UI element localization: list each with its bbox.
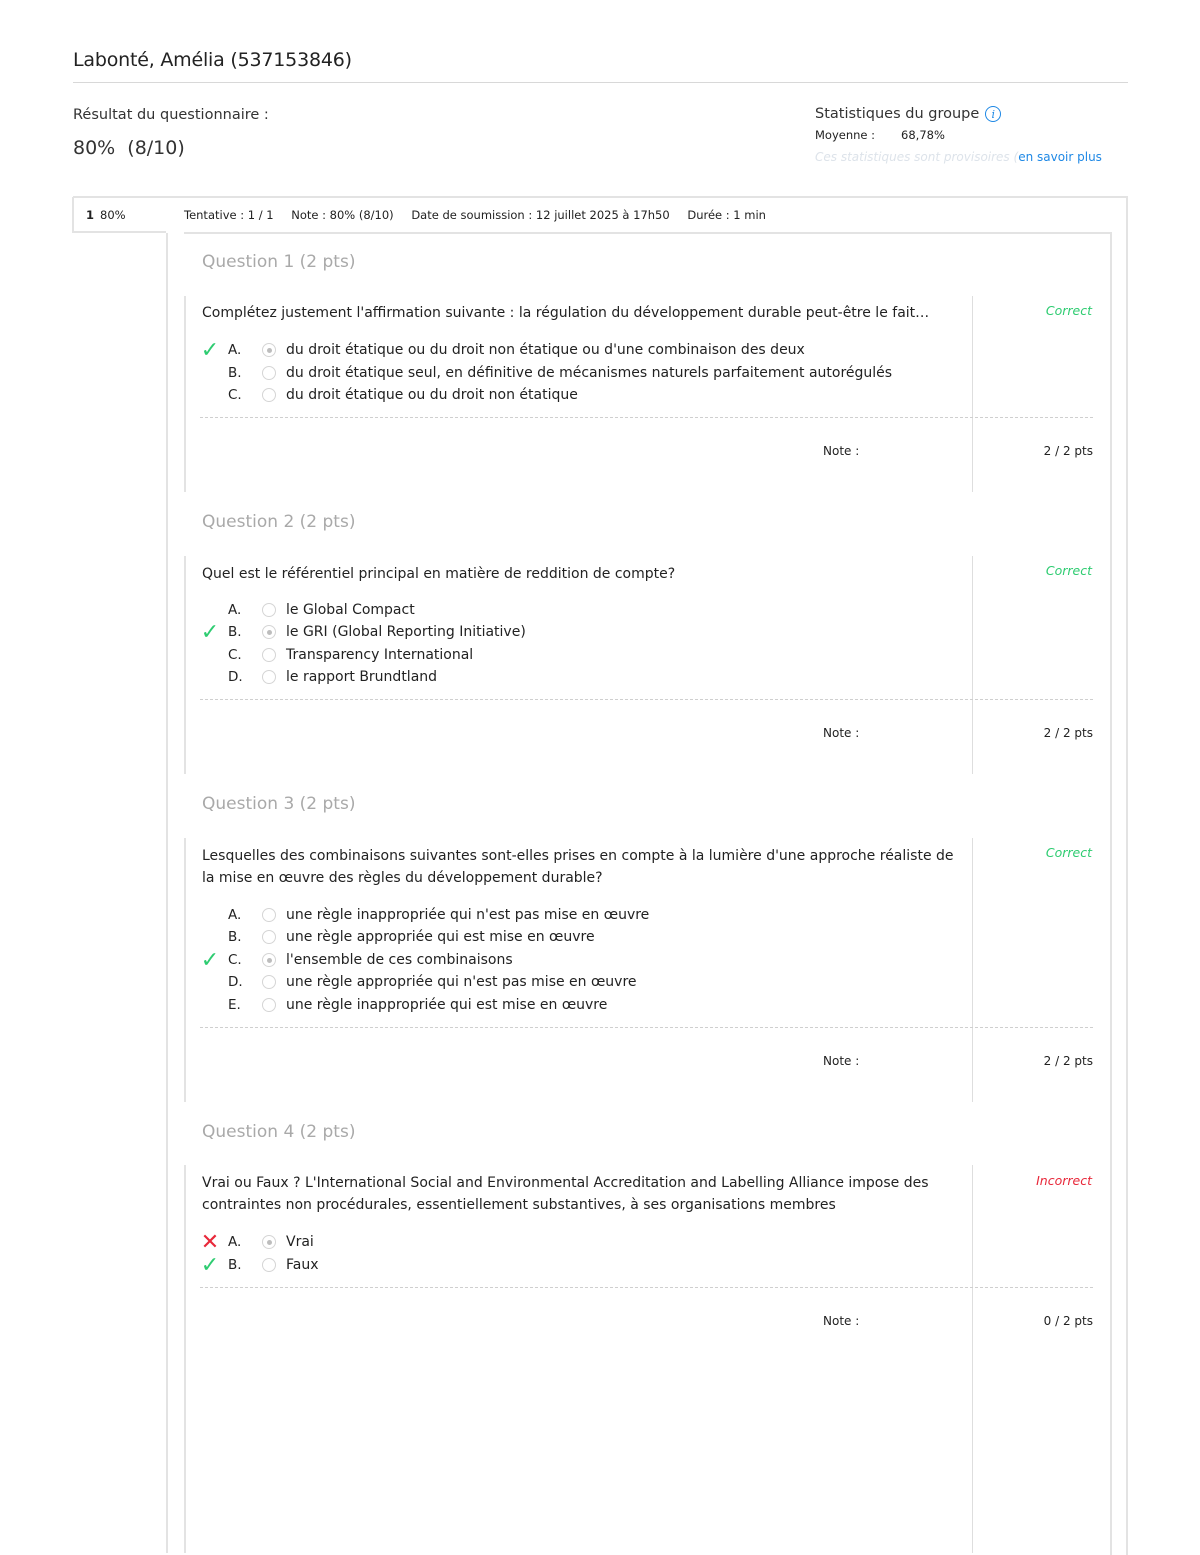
attempt-duration: Durée : 1 min bbox=[687, 208, 766, 222]
learn-more-link[interactable]: en savoir plus bbox=[1018, 150, 1102, 164]
option-text: du droit étatique ou du droit non étatique bbox=[286, 387, 578, 403]
result-label: Résultat du questionnaire : bbox=[73, 107, 269, 123]
option-radio[interactable] bbox=[262, 975, 276, 989]
header-divider bbox=[73, 82, 1128, 83]
result-percent: 80% bbox=[73, 137, 116, 159]
question-separator bbox=[200, 699, 1093, 700]
option-d[interactable] bbox=[198, 971, 637, 993]
note-value: 0 / 2 pts bbox=[1043, 1314, 1093, 1328]
option-text: Vrai bbox=[286, 1234, 314, 1250]
option-a[interactable] bbox=[198, 339, 805, 361]
option-radio[interactable] bbox=[262, 388, 276, 402]
option-text: le GRI (Global Reporting Initiative) bbox=[286, 624, 526, 640]
mean-label: Moyenne : bbox=[815, 128, 876, 142]
note-label: Note : bbox=[823, 726, 860, 740]
attempt-score: 80% bbox=[100, 208, 126, 222]
question-border bbox=[184, 1165, 186, 1553]
question-title: Question 3 (2 pts) bbox=[202, 794, 356, 814]
option-d[interactable] bbox=[198, 666, 437, 688]
status-badge: Correct bbox=[1045, 845, 1092, 860]
question-text: Vrai ou Faux ? L'International Social and Environmental Accreditation and Labelling Alliance impose des contraintes non procédurales, essentiellement substantives, à ses organisations membres bbox=[202, 1175, 929, 1213]
question-text: Quel est le référentiel principal en matière de reddition de compte? bbox=[202, 566, 676, 582]
question-border bbox=[184, 556, 186, 774]
option-letter: B. bbox=[228, 624, 242, 640]
question-title: Question 1 (2 pts) bbox=[202, 252, 356, 272]
attempt-date: Date de soumission : 12 juillet 2025 à 17h50 bbox=[411, 208, 670, 222]
question-text: Complétez justement l'affirmation suivante : la régulation du développement durable peut-être le fait… bbox=[202, 305, 930, 321]
cross-icon: ✕ bbox=[200, 1229, 220, 1255]
option-letter: A. bbox=[228, 602, 242, 618]
mark-placeholder bbox=[198, 362, 222, 384]
question-separator bbox=[200, 1027, 1093, 1028]
mark-placeholder bbox=[198, 599, 222, 621]
option-letter: B. bbox=[228, 929, 242, 945]
note-value: 2 / 2 pts bbox=[1043, 726, 1093, 740]
option-radio[interactable] bbox=[262, 625, 276, 639]
option-text: une règle inappropriée qui est mise en œuvre bbox=[286, 997, 608, 1013]
option-radio[interactable] bbox=[262, 1235, 276, 1249]
note-value: 2 / 2 pts bbox=[1043, 1054, 1093, 1068]
group-stats-title bbox=[815, 106, 1001, 122]
attempt-note: Note : 80% (8/10) bbox=[291, 208, 394, 222]
option-radio[interactable] bbox=[262, 908, 276, 922]
mark-placeholder bbox=[198, 384, 222, 406]
option-radio[interactable] bbox=[262, 603, 276, 617]
option-letter: E. bbox=[228, 997, 241, 1013]
status-badge: Correct bbox=[1045, 303, 1092, 318]
option-letter: A. bbox=[228, 907, 242, 923]
note-value: 2 / 2 pts bbox=[1043, 444, 1093, 458]
checkmark-icon: ✓ bbox=[200, 619, 220, 645]
mark-placeholder bbox=[198, 644, 222, 666]
status-badge: Incorrect bbox=[1036, 1173, 1092, 1188]
mark-placeholder bbox=[198, 926, 222, 948]
info-icon[interactable]: i bbox=[985, 106, 1001, 122]
option-text: une règle appropriée qui est mise en œuvre bbox=[286, 929, 595, 945]
attempt-tab-label[interactable] bbox=[86, 208, 126, 222]
checkmark-icon: ✓ bbox=[200, 337, 220, 363]
question-title: Question 4 (2 pts) bbox=[202, 1122, 356, 1142]
option-text: Faux bbox=[286, 1257, 319, 1273]
option-text: Transparency International bbox=[286, 647, 474, 663]
option-text: une règle inappropriée qui n'est pas mise en œuvre bbox=[286, 907, 650, 923]
attempt-tentative: Tentative : 1 / 1 bbox=[184, 208, 274, 222]
option-radio[interactable] bbox=[262, 648, 276, 662]
question-divider bbox=[972, 296, 973, 492]
question-title: Question 2 (2 pts) bbox=[202, 512, 356, 532]
option-c[interactable] bbox=[198, 384, 578, 406]
question-separator bbox=[200, 1287, 1093, 1288]
result-value bbox=[73, 137, 191, 159]
option-letter: C. bbox=[228, 387, 242, 403]
attempt-tab-divider bbox=[166, 233, 168, 1553]
mark-placeholder bbox=[198, 994, 222, 1016]
option-letter: C. bbox=[228, 952, 242, 968]
attempt-info bbox=[184, 208, 780, 222]
option-text: le Global Compact bbox=[286, 602, 415, 618]
option-text: l'ensemble de ces combinaisons bbox=[286, 952, 513, 968]
option-radio[interactable] bbox=[262, 343, 276, 357]
question-border bbox=[184, 838, 186, 1102]
result-score: (8/10) bbox=[127, 137, 185, 159]
question-separator bbox=[200, 417, 1093, 418]
question-text: Lesquelles des combinaisons suivantes sont-elles prises en compte à la lumière d'une approche réaliste de la mise en œuvre des règles du développement durable? bbox=[202, 848, 954, 886]
option-a[interactable] bbox=[198, 1231, 314, 1253]
mark-placeholder bbox=[198, 904, 222, 926]
option-c[interactable] bbox=[198, 949, 513, 971]
option-e[interactable] bbox=[198, 994, 607, 1016]
mark-placeholder bbox=[198, 666, 222, 688]
option-a[interactable] bbox=[198, 904, 649, 926]
group-stats-note bbox=[815, 150, 1102, 164]
group-stats-label: Statistiques du groupe bbox=[815, 106, 980, 122]
option-c[interactable] bbox=[198, 644, 473, 666]
question-divider bbox=[972, 838, 973, 1102]
option-letter: C. bbox=[228, 647, 242, 663]
option-text: du droit étatique ou du droit non étatique ou d'une combinaison des deux bbox=[286, 342, 805, 358]
option-radio[interactable] bbox=[262, 670, 276, 684]
option-letter: B. bbox=[228, 365, 242, 381]
attempt-number: 1 bbox=[86, 208, 95, 222]
option-text: une règle appropriée qui n'est pas mise en œuvre bbox=[286, 974, 637, 990]
option-b[interactable] bbox=[198, 362, 892, 384]
option-radio[interactable] bbox=[262, 930, 276, 944]
option-letter: A. bbox=[228, 342, 242, 358]
checkmark-icon: ✓ bbox=[200, 947, 220, 973]
question-divider bbox=[972, 1165, 973, 1553]
group-stats-mean bbox=[815, 128, 945, 142]
option-letter: D. bbox=[228, 974, 243, 990]
note-label: Note : bbox=[823, 444, 860, 458]
question-divider bbox=[972, 556, 973, 774]
option-b[interactable] bbox=[198, 621, 526, 643]
status-badge: Correct bbox=[1045, 563, 1092, 578]
checkmark-icon: ✓ bbox=[200, 1252, 220, 1278]
option-letter: D. bbox=[228, 669, 243, 685]
note-label: Note : bbox=[823, 1314, 860, 1328]
option-text: le rapport Brundtland bbox=[286, 669, 438, 685]
stats-note-text: Ces statistiques sont provisoires ( bbox=[815, 150, 1019, 164]
question-border bbox=[184, 296, 186, 492]
option-radio[interactable] bbox=[262, 953, 276, 967]
option-letter: B. bbox=[228, 1257, 242, 1273]
option-letter: A. bbox=[228, 1234, 242, 1250]
option-b[interactable] bbox=[198, 1254, 319, 1276]
student-name: Labonté, Amélia (537153846) bbox=[73, 49, 352, 71]
option-a[interactable] bbox=[198, 599, 415, 621]
option-radio[interactable] bbox=[262, 366, 276, 380]
option-radio[interactable] bbox=[262, 998, 276, 1012]
option-b[interactable] bbox=[198, 926, 595, 948]
mean-value: 68,78% bbox=[901, 128, 945, 142]
option-text: du droit étatique seul, en définitive de mécanismes naturels parfaitement autorégulés bbox=[286, 365, 893, 381]
option-radio[interactable] bbox=[262, 1258, 276, 1272]
mark-placeholder bbox=[198, 971, 222, 993]
note-label: Note : bbox=[823, 1054, 860, 1068]
